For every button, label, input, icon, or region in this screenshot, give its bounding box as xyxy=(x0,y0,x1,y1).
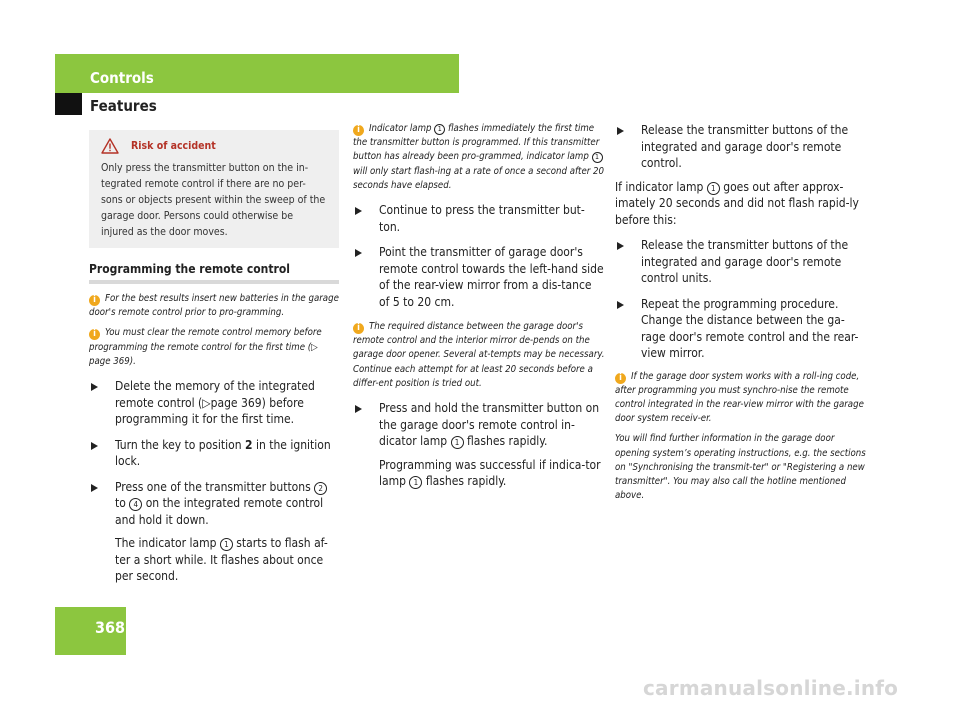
column-1 xyxy=(89,130,339,585)
step-continuation: The indicator lamp 1 starts to flash af-ter a short while. It flashes about once per second. xyxy=(115,536,328,584)
button-number-badge: 4 xyxy=(129,498,142,511)
step-arrow-icon xyxy=(617,301,624,309)
info-icon: i xyxy=(615,373,626,384)
info-note: i You must clear the remote control memory before programming the remote control for the first time (▷ page 369). xyxy=(89,327,322,367)
warning-header xyxy=(101,138,327,154)
paragraph: If indicator lamp 1 goes out after approx-imately 20 seconds and did not flash rapid-ly before this: xyxy=(615,179,859,227)
lamp-number-badge: 1 xyxy=(707,182,720,195)
watermark: carmanualsonline.info xyxy=(643,676,899,700)
step-item: Continue to press the transmitter but-ton. xyxy=(353,202,605,235)
step-arrow-icon xyxy=(617,242,624,250)
lamp-number-badge: 1 xyxy=(220,538,233,551)
step-item: Point the transmitter of garage door's remote control towards the left-hand side of the rear-view mirror from a dis-tance of 5 to 20 cm. xyxy=(353,244,605,310)
step-arrow-icon xyxy=(355,405,362,413)
step-item: Repeat the programming procedure. Change the distance between the ga-rage door's remote control and the rear-view mirror. xyxy=(615,296,867,362)
step-item: Delete the memory of the integrated remote control (▷page 369) before programming it for the first time. xyxy=(89,378,339,428)
section-title-header: Controls xyxy=(90,69,154,87)
column-3 xyxy=(615,122,867,509)
info-note: i For the best results insert new batteries in the garage door's remote control prior to pro-gramming. xyxy=(89,293,339,319)
page-number: 368 xyxy=(94,618,125,637)
warning-box xyxy=(89,130,339,248)
step-arrow-icon xyxy=(355,207,362,215)
warning-triangle-icon xyxy=(101,138,119,154)
column-2 xyxy=(353,122,605,490)
lamp-number-badge: 1 xyxy=(451,436,464,449)
info-icon: i xyxy=(89,329,100,340)
step-continuation: Programming was successful if indica-tor lamp 1 flashes rapidly. xyxy=(379,457,601,489)
warning-text: Only press the transmitter button on the in-tegrated remote control if there are no per-sons or objects present within the sweep of the garage door. Persons could otherwise be injured as the door moves. xyxy=(101,162,326,238)
step-item: Release the transmitter buttons of the integrated and garage door's remote control. xyxy=(615,122,867,172)
step-item: Press one of the transmitter buttons 2 to 4 on the integrated remote control and hold it down. xyxy=(89,479,339,529)
subsection-title: Features xyxy=(90,97,157,115)
info-icon: i xyxy=(353,323,364,334)
page-ref-arrow: ▷ xyxy=(311,341,318,353)
info-note-continued: You will find further information in the garage door opening system’s operating instructions, e.g. the sections on "Synchronising the transmit-ter" or "Registering a new transmitter". You may also call the hotline mentioned above. xyxy=(615,433,866,502)
subsection-marker xyxy=(55,93,82,115)
step-item: Release the transmitter buttons of the integrated and garage door's remote control units. xyxy=(615,237,867,287)
step-arrow-icon xyxy=(91,383,98,391)
info-note: i Indicator lamp 1 flashes immediately the first time the transmitter button is programmed. If this transmitter button has already been pro-grammed, indicator lamp 1 will only start flash-ing at a rate of once a second after 20 seconds have elapsed. xyxy=(353,123,605,191)
page-ref-link[interactable]: page 369 xyxy=(210,395,262,410)
page-ref-link[interactable]: page 369 xyxy=(89,355,130,367)
step-item: Turn the key to position 2 in the ignition lock. xyxy=(89,437,339,470)
step-arrow-icon xyxy=(91,484,98,492)
lamp-number-badge: 1 xyxy=(592,152,603,163)
step-arrow-icon xyxy=(617,127,624,135)
button-number-badge: 2 xyxy=(314,482,327,495)
page-ref-arrow: ▷ xyxy=(202,395,211,410)
step-arrow-icon xyxy=(91,442,98,450)
step-item: Press and hold the transmitter button on the garage door's remote control in-dicator lamp 1 flashes rapidly. xyxy=(353,400,605,450)
lamp-number-badge: 1 xyxy=(409,476,422,489)
step-arrow-icon xyxy=(355,249,362,257)
lamp-number-badge: 1 xyxy=(434,124,445,135)
info-icon: i xyxy=(353,125,364,136)
info-note: i If the garage door system works with a roll-ing code, after programming you must synchro-nise the remote control integrated in the rear-view mirror with the garage door system receiv-er. xyxy=(615,370,864,425)
info-note: i The required distance between the garage door's remote control and the interior mirror de-pends on the garage door opener. Several at-tempts may be necessary. Continue each attempt for at least 20 seconds before a differ-ent position is tried out. xyxy=(353,321,605,389)
warning-title: Risk of accident xyxy=(131,140,216,152)
programming-heading: Programming the remote control xyxy=(89,262,339,284)
info-icon: i xyxy=(89,295,100,306)
